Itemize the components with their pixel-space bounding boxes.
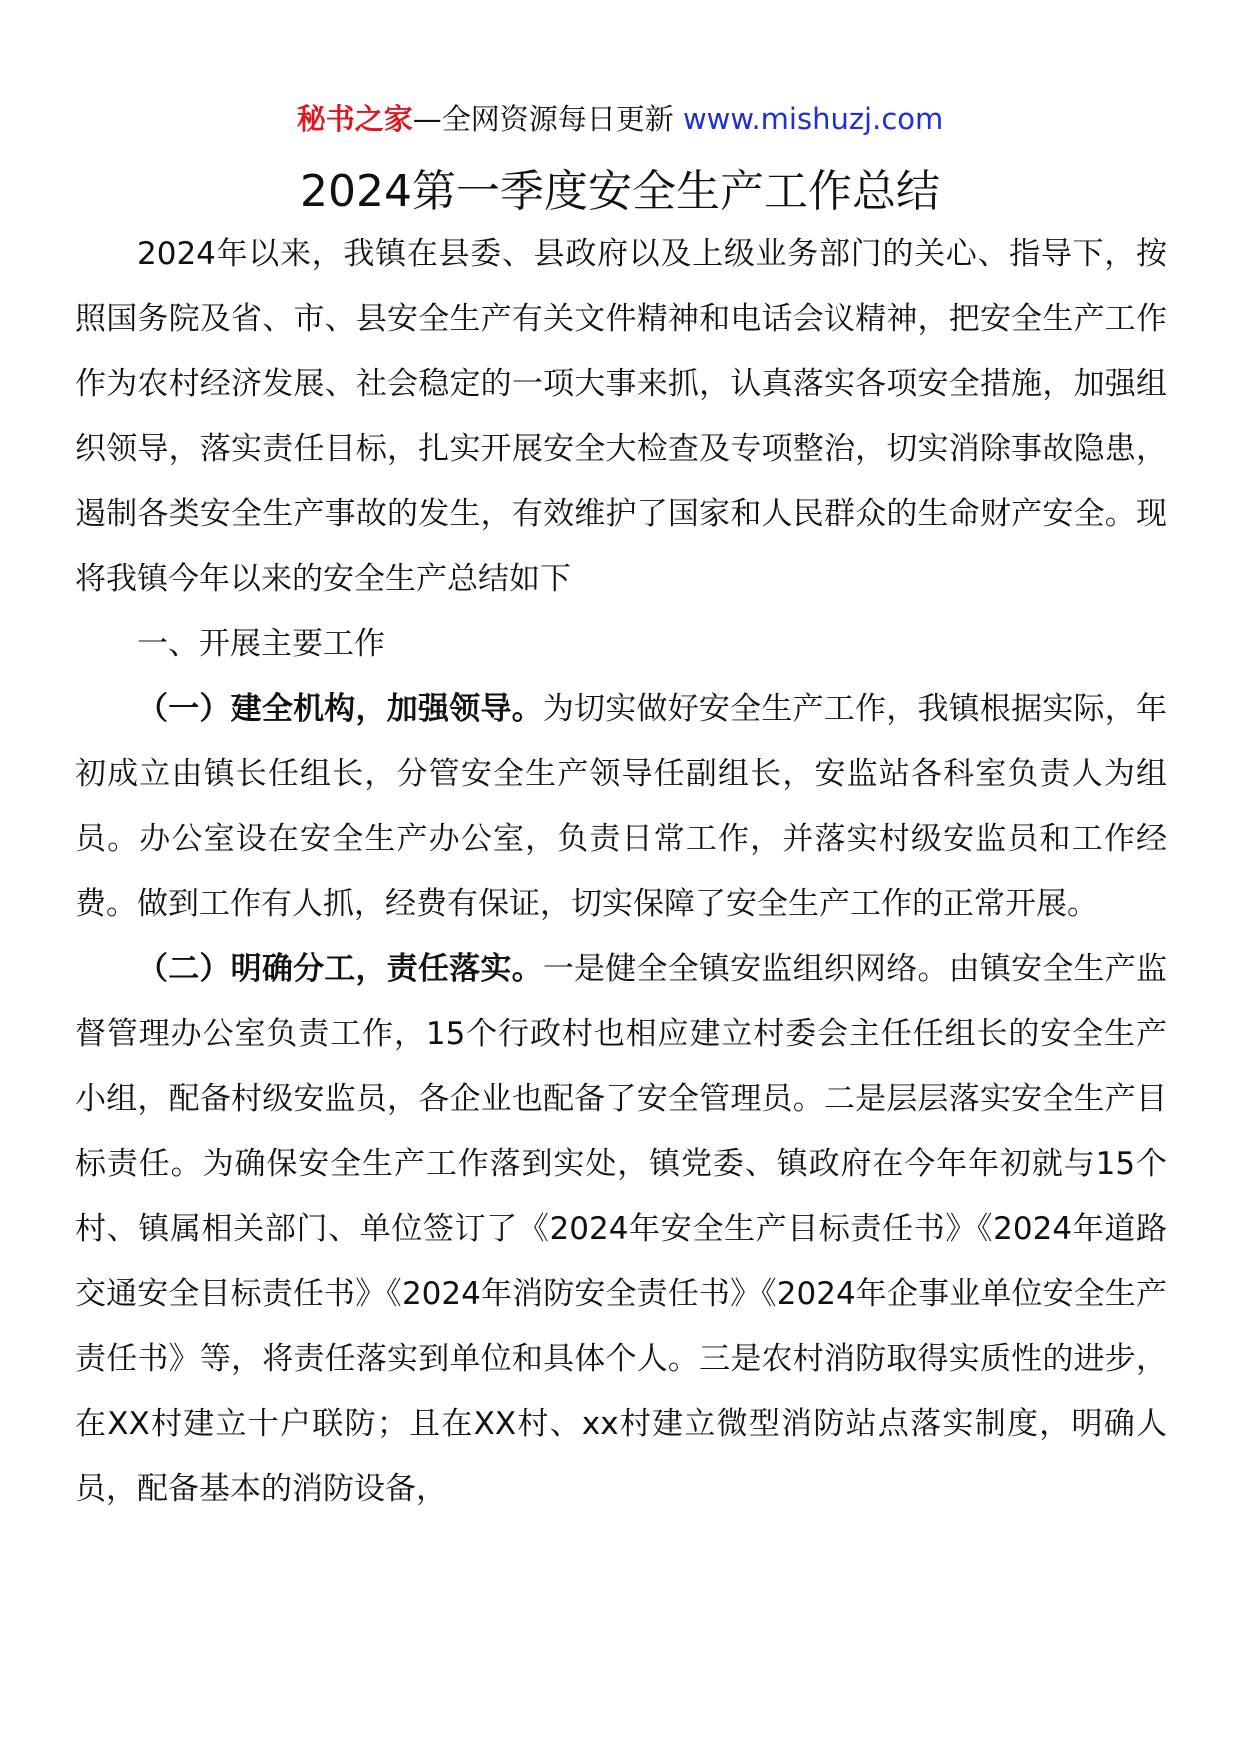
document-title: 2024第一季度安全生产工作总结 xyxy=(300,166,940,217)
item-1-paragraph xyxy=(75,677,1167,937)
section-heading: 一、开展主要工作 xyxy=(137,626,385,662)
item-1-body: 为切实做好安全生产工作，我镇根据实际，年初成立由镇长任组长，分管安全生产领导任副组长，安监站各科室负责人为组员。办公室设在安全生产办公室，负责日常工作，并落实村级安监员和工作经费。做到工作有人抓，经费有保证，切实保障了安全生产工作的正常开展。 xyxy=(75,691,1167,922)
item-1-lead: （一）建全机构，加强领导。 xyxy=(137,691,543,727)
item-2-lead: （二）明确分工，责任落实。 xyxy=(137,951,543,987)
document-body xyxy=(75,222,1167,1522)
site-header xyxy=(0,98,1240,140)
site-url[interactable]: www.mishuzj.com xyxy=(682,102,944,136)
site-tagline: —全网资源每日更新 xyxy=(412,102,674,136)
site-brand: 秘书之家 xyxy=(296,102,413,136)
intro-paragraph: 2024年以来，我镇在县委、县政府以及上级业务部门的关心、指导下，按照国务院及省、市、县安全生产有关文件精神和电话会议精神，把安全生产工作作为农村经济发展、社会稳定的一项大事来抓，认真落实各项安全措施，加强组织领导，落实责任目标，扎实开展安全大检查及专项整治，切实消除事故隐患，遏制各类安全生产事故的发生，有效维护了国家和人民群众的生命财产安全。现将我镇今年以来的安全生产总结如下 xyxy=(75,236,1167,597)
item-2-paragraph xyxy=(75,937,1167,1522)
item-2-body: 一是健全全镇安监组织网络。由镇安全生产监督管理办公室负责工作，15个行政村也相应建立村委会主任任组长的安全生产小组，配备村级安监员，各企业也配备了安全管理员。二是层层落实安全生产目标责任。为确保安全生产工作落到实处，镇党委、镇政府在今年年初就与15个村、镇属相关部门、单位签订了《2024年安全生产目标责任书》《2024年道路交通安全目标责任书》《2024年消防安全责任书》《2024年企事业单位安全生产责任书》等，将责任落实到单位和具体个人。三是农村消防取得实质性的进步，在XX村建立十户联防；且在XX村、xx村建立微型消防站点落实制度，明确人员，配备基本的消防设备， xyxy=(75,951,1167,1507)
